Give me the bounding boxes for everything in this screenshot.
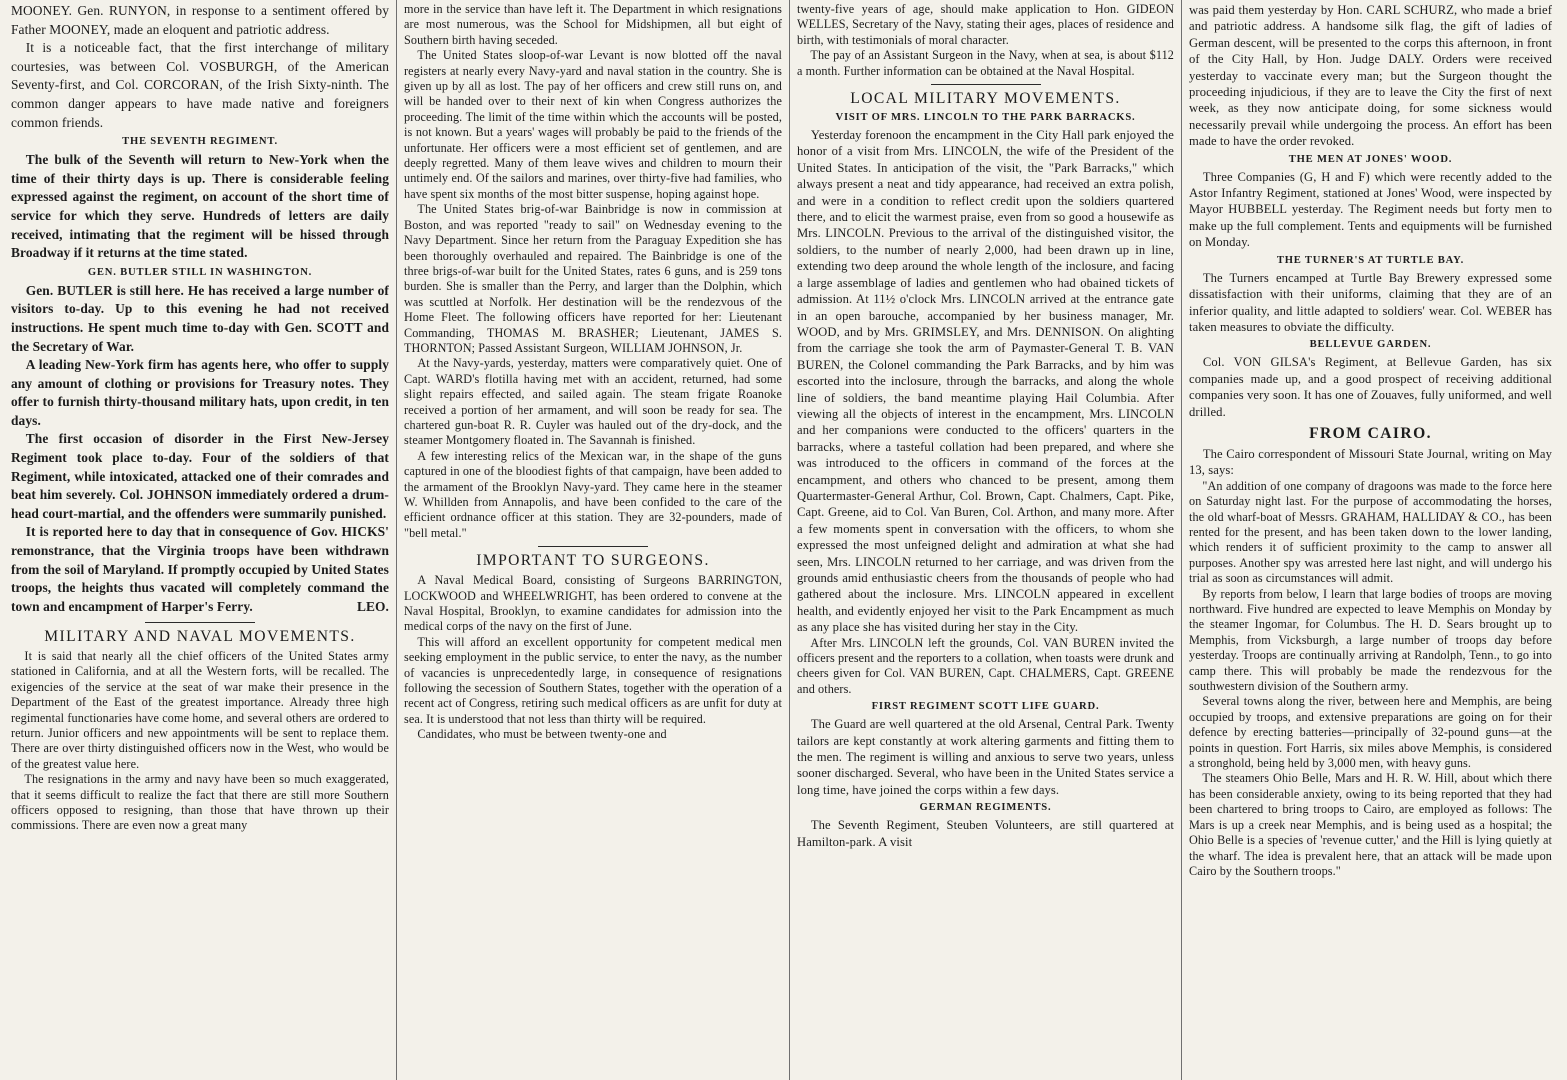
article-paragraph: The first occasion of disorder in the First New-Jersey Regiment took place to-day. Four of the soldiers of that Regiment, while intoxicated, attacked one of their comrades and beat him severely. Col. JOHNSON immediately ordered a drum-head court-martial, and the offenders were summarily punished.: [11, 431, 389, 521]
section-heading: LOCAL MILITARY MOVEMENTS.: [850, 90, 1121, 108]
subheading: THE MEN AT JONES' WOOD.: [1288, 153, 1453, 165]
article-paragraph: Candidates, who must be between twenty-one and: [417, 727, 667, 742]
article-paragraph: The bulk of the Seventh will return to New-York when the time of their thirty days is up. There is considerable feeling expressed against the regiment, on account of the short time of service for which they serve. Hundreds of letters are daily received, intimating that the regiment will be hissed through Broadway if it returns at the time stated.: [11, 152, 389, 261]
article-paragraph: Several towns along the river, between here and Memphis, are being occupied by troops, and extensive preparations are going on for their defence by erecting batteries—principally of 32-pound guns—at the points in question. Fort Harris, six miles above Memphis, is considered a stronghold, being held by 3,000 men, with heavy guns.: [1189, 694, 1552, 771]
article-paragraph: The Guard are well quartered at the old Arsenal, Central Park. Twenty tailors are kept constantly at work altering garments and fitting them to the men. The regiment is willing and anxious to serve two years, unless sooner discharged. Several, who have been in the United States service a long time, have joined the corps within a few days.: [797, 717, 1174, 797]
section-heading: MILITARY AND NAVAL MOVEMENTS.: [44, 628, 356, 645]
column-2: [397, 0, 790, 1080]
article-paragraph: The United States brig-of-war Bainbridge is now in commission at Boston, and was reported "ready to sail" on Wednesday evening to the Navy Department. Since her return from the Paraguay Expedition she has been thoroughly overhauled and repaired. The Bainbridge is one of the three brigs-of-war built for the United States, rates 6 guns, and is 259 tons burden. She is smaller than the Perry, and larger than the Dolphin, which was scuttled at Norfolk. Her destination will be the rendezvous of the Home Fleet. The following officers have reported for her: Lieutenant Commanding, THOMAS M. BRASHER; Lieutenant, JAMES S. THORNTON; Passed Assistant Surgeon, WILLIAM JOHNSON, Jr.: [404, 202, 782, 355]
article-paragraph: It is reported here to day that in consequence of Gov. HICKS' remonstrance, that the Virginia troops have been withdrawn from the soil of Maryland. If promptly occupied by United States troops, the heights thus vacated will completely command the town and encampment of Harper's Ferry.: [11, 524, 389, 614]
article-paragraph: Yesterday forenoon the encampment in the City Hall park enjoyed the honor of a visit from Mrs. LINCOLN, the wife of the President of the United States. In anticipation of the visit, the "Park Barracks," which always present a neat and tidy appearance, had received an extra polish, and were in a condition to reflect credit upon the soldiers quartered there, and to elicit the warmest praise, even from so good a housewife as Mrs. LINCOLN. Previous to the arrival of the distinguished visitor, the soldiers, to the number of nearly 2,000, had been drawn up in line, extending two deep around the whole length of the inclosure, and facing a large assemblage of ladies and gentlemen who had obained tickets of admission. At 11½ o'clock Mrs. LINCOLN arrived at the entrance gate in an open barouche, accompanied by her business manager, Mr. WOOD, and by Mrs. GRIMSLEY, and Mrs. DENNISON. On alighting from the carriage she took the arm of Paymaster-General T. B. VAN BUREN, the Colonel commanding the Park Barracks, and by him was escorted into the inclosure, through the barracks, and along the whole line of soldiers, the band meantime playing Hail Columbia. After viewing all the objects of interest in the encampment, Mrs. LINCOLN and her companions were conducted to the officers' quarters in the barracks, where a tasteful collation had been prepared, and where she was introduced to the officers in command of the forces at the encampment, and others who chanced to be present, among them Quartermaster-General Arthur, Col. Brown, Capt. Chalmers, Capt. Pike, Capt. Greene, aid to Col. Van Buren, Col. Arthon, and many more. After a few moments spent in conversation with the officers, to whom she expressed the most unfeigned delight and admiration at what she had seen, Mrs. LINCOLN returned to her carriage, and was driven from the grounds amid enthusiastic cheers from the thousands of people who had gathered about the inclosure. Mrs. LINCOLN appeared in excellent health, and evidently enjoyed her visit to the Park Encampment as much as any place she has visited during her stay in the City.: [797, 128, 1174, 635]
article-paragraph: After Mrs. LINCOLN left the grounds, Col. VAN BUREN invited the officers present and the reporters to a collation, when toasts were drunk and cheers given for Col. VAN BUREN, Capt. CHALMERS, Capt. GREENE and others.: [797, 635, 1174, 696]
article-paragraph: A Naval Medical Board, consisting of Surgeons BARRINGTON, LOCKWOOD and WHEELWRIGHT, has been ordered to convene at the Naval Hospital, Brooklyn, to examine candidates for admission into the medical corps of the navy on the first of June.: [404, 573, 782, 634]
article-paragraph: A few interesting relics of the Mexican war, in the shape of the guns captured in one of the bloodiest fights of that campaign, have been added to the armament of the Brooklyn Navy-yard. They came here in the steamer W. Whillden from Annapolis, and have been confided to the care of the efficient ordnance officer at this station. They are 32-pounders, made of "bell metal.": [404, 448, 782, 540]
article-paragraph: A leading New-York firm has agents here, who offer to supply any amount of clothing or provisions for Treasury notes. They offer to furnish thirty-thousand military hats, upon credit, in ten days.: [11, 357, 389, 428]
column-3: [790, 0, 1182, 1080]
subheading: VISIT OF MRS. LINCOLN TO THE PARK BARRACKS.: [835, 112, 1136, 124]
section-divider: [538, 546, 648, 547]
column-4: [1182, 0, 1559, 1080]
article-paragraph: The Turners encamped at Turtle Bay Brewery expressed some dissatisfaction with their uniforms, claiming that they are of an inferior quality, and little adapted to soldiers' wear. Col. WEBER has taken measures to obviate the difficulty.: [1189, 270, 1552, 334]
article-paragraph: It is a noticeable fact, that the first interchange of military courtesies, was between Col. VOSBURGH, of the American Seventy-first, and Col. CORCORAN, of the Irish Sixty-ninth. The common danger appears to have made native and foreigners common friends.: [11, 40, 389, 130]
article-paragraph: The resignations in the army and navy have been so much exaggerated, that it seems difficult to realize the fact that there are still more Southern officers opposed to resigning, than those that have thrown up their commissions. There are even now a great many: [11, 772, 389, 833]
article-paragraph: By reports from below, I learn that large bodies of troops are moving northward. Five hundred are expected to leave Memphis on Monday by the steamer Ingomar, for Columbus. The H. D. Sears brought up to Memphis, from Vicksburgh, a large number of troops day before yesterday. Troops are continually arriving at Randolph, Tenn., to go into camp there. This will probably be made the rendezvous for the southwestern division of the Southern army.: [1189, 586, 1552, 694]
article-paragraph: was paid them yesterday by Hon. CARL SCHURZ, who made a brief and patriotic address. A handsome silk flag, the gift of ladies of German descent, will be presented to the corps this afternoon, in front of the City Hall, by Hon. Judge DALY. Orders were received yesterday to vaccinate every man; but the Surgeon thought the proceeding injudicious, if they are to leave the City the first of next week, as they now anticipate doing, for some sickness would necessarily prevail while undergoing the process. An effort has been made to have the order revoked.: [1189, 3, 1552, 149]
subheading: BELLEVUE GARDEN.: [1309, 339, 1432, 351]
article-paragraph: Three Companies (G, H and F) which were recently added to the Astor Infantry Regiment, stationed at Jones' Wood, were inspected by Mayor HUBBELL yesterday. The Regiment needs but forty men to make up the full complement. Tents and equipments will be furnished on Monday.: [1189, 169, 1552, 250]
article-paragraph: more in the service than have left it. The Department in which resignations are most numerous, was the School for Midshipmen, all but eight of Southern birth having seceded.: [404, 2, 782, 47]
article-paragraph: Col. VON GILSA's Regiment, at Bellevue Garden, has six companies made up, and a good prospect of receiving additional companies very soon. It has one of Zouaves, fully uniformed, and well drilled.: [1189, 355, 1552, 419]
subheading: THE SEVENTH REGIMENT.: [122, 136, 278, 148]
article-paragraph: Gen. BUTLER is still here. He has received a large number of visitors to-day. Up to this evening he had not received instructions. He spent much time to-day with Gen. SCOTT and the Secretary of War.: [11, 282, 389, 354]
article-paragraph: The Cairo correspondent of Missouri State Journal, writing on May 13, says:: [1189, 446, 1552, 478]
article-paragraph: MOONEY. Gen. RUNYON, in response to a sentiment offered by Father MOONEY, made an eloquent and patriotic address.: [11, 3, 389, 37]
article-paragraph: twenty-five years of age, should make application to Hon. GIDEON WELLES, Secretary of the Navy, stating their ages, places of residence and birth, with testimonials of moral character.: [797, 2, 1174, 47]
byline-signature: LEO.: [356, 599, 389, 615]
subheading: FIRST REGIMENT SCOTT LIFE GUARD.: [871, 701, 1100, 713]
section-heading: IMPORTANT TO SURGEONS.: [476, 552, 710, 570]
article-paragraph: This will afford an excellent opportunity for competent medical men seeking employment in the public service, to enter the navy, as the number of vacancies is unprecedentedly large, in consequence of resignations following the secession of Southern States, together with the operation of a recent act of Congress, retiring such medical officers as are unfit for duty at sea. It is understood that not less than thirty will be required.: [404, 634, 782, 726]
article-paragraph: The Seventh Regiment, Steuben Volunteers, are still quartered at Hamilton-park. A visit: [797, 818, 1174, 849]
article-paragraph: The pay of an Assistant Surgeon in the Navy, when at sea, is about $112 a month. Further information can be obtained at the Naval Hospital.: [797, 48, 1174, 78]
section-divider: [145, 622, 255, 623]
article-paragraph: It is said that nearly all the chief officers of the United States army stationed in California, and at all the Western forts, will be recalled. The exigencies of the service at the seat of war make their presence in the Department of the East of the greatest importance. Already three high regimental functionaries have come home, and several others are ordered to return. Junior officers and new appointments will be sent to replace them. There are over thirty distinguished officers now in the West, who would be of the greatest value here.: [11, 649, 389, 771]
article-paragraph: At the Navy-yards, yesterday, matters were comparatively quiet. One of Capt. WARD's flotilla having met with an accident, returned, had some slight repairs effected, and sailed again. The steam frigate Roanoke received a portion of her armament, and will soon be ready for sea. The chartered gun-boat R. R. Cuyler was hauled out of the dry-dock, and the steamer Montgomery floated in. The Savannah is finished.: [404, 356, 782, 448]
article-paragraph: "An addition of one company of dragoons was made to the force here on Saturday night last. For the purpose of accommodating the horses, the old wharf-boat of Messrs. GRAHAM, HALLIDAY & CO., has been rented for the present, and has been taken down to the lower landing, which renders it of sufficient proximity to the camp to answer all purposes. Another spy was arrested here last night, and will undergo his trial as soon as circumstances will admit.: [1189, 478, 1552, 586]
subheading: THE TURNER'S AT TURTLE BAY.: [1276, 254, 1465, 266]
section-heading: FROM CAIRO.: [1309, 424, 1432, 442]
column-1: [4, 0, 397, 1080]
article-paragraph: The United States sloop-of-war Levant is now blotted off the naval registers at nearly every Navy-yard and naval station in the country. She is given up by all as lost. The pay of her officers and crew still runs on, and will be handed over to their next of kin when Congress authorizes the proceeding. The limit of the time within which the accounts will be posted, is not known. But a years' wages will probably be paid to the friends of the unfortunate. Her officers were a most efficient set of gentlemen, and are deeply regretted. Many of them leave wives and children to mourn their untimely end. Of the sailors and marines, over thirty-five had families, who have spent six months of the most bitter suspense, hoping against hope.: [404, 48, 782, 201]
section-divider: [931, 84, 1041, 85]
article-paragraph: The steamers Ohio Belle, Mars and H. R. W. Hill, about which there has been considerable anxiety, owing to its being reported that they had been chartered to bring troops to Cairo, are employed as follows: The Mars is up a creek near Memphis, and is being used as a hospital; the Ohio Belle is a species of 'revenue cutter,' and the Hill is lying quietly at the wharf. The idea is prevalent here, that an attack will be made upon Cairo by the Southern troops.": [1189, 771, 1552, 878]
subheading: GERMAN REGIMENTS.: [919, 802, 1052, 814]
subheading: GEN. BUTLER STILL IN WASHINGTON.: [87, 266, 313, 278]
